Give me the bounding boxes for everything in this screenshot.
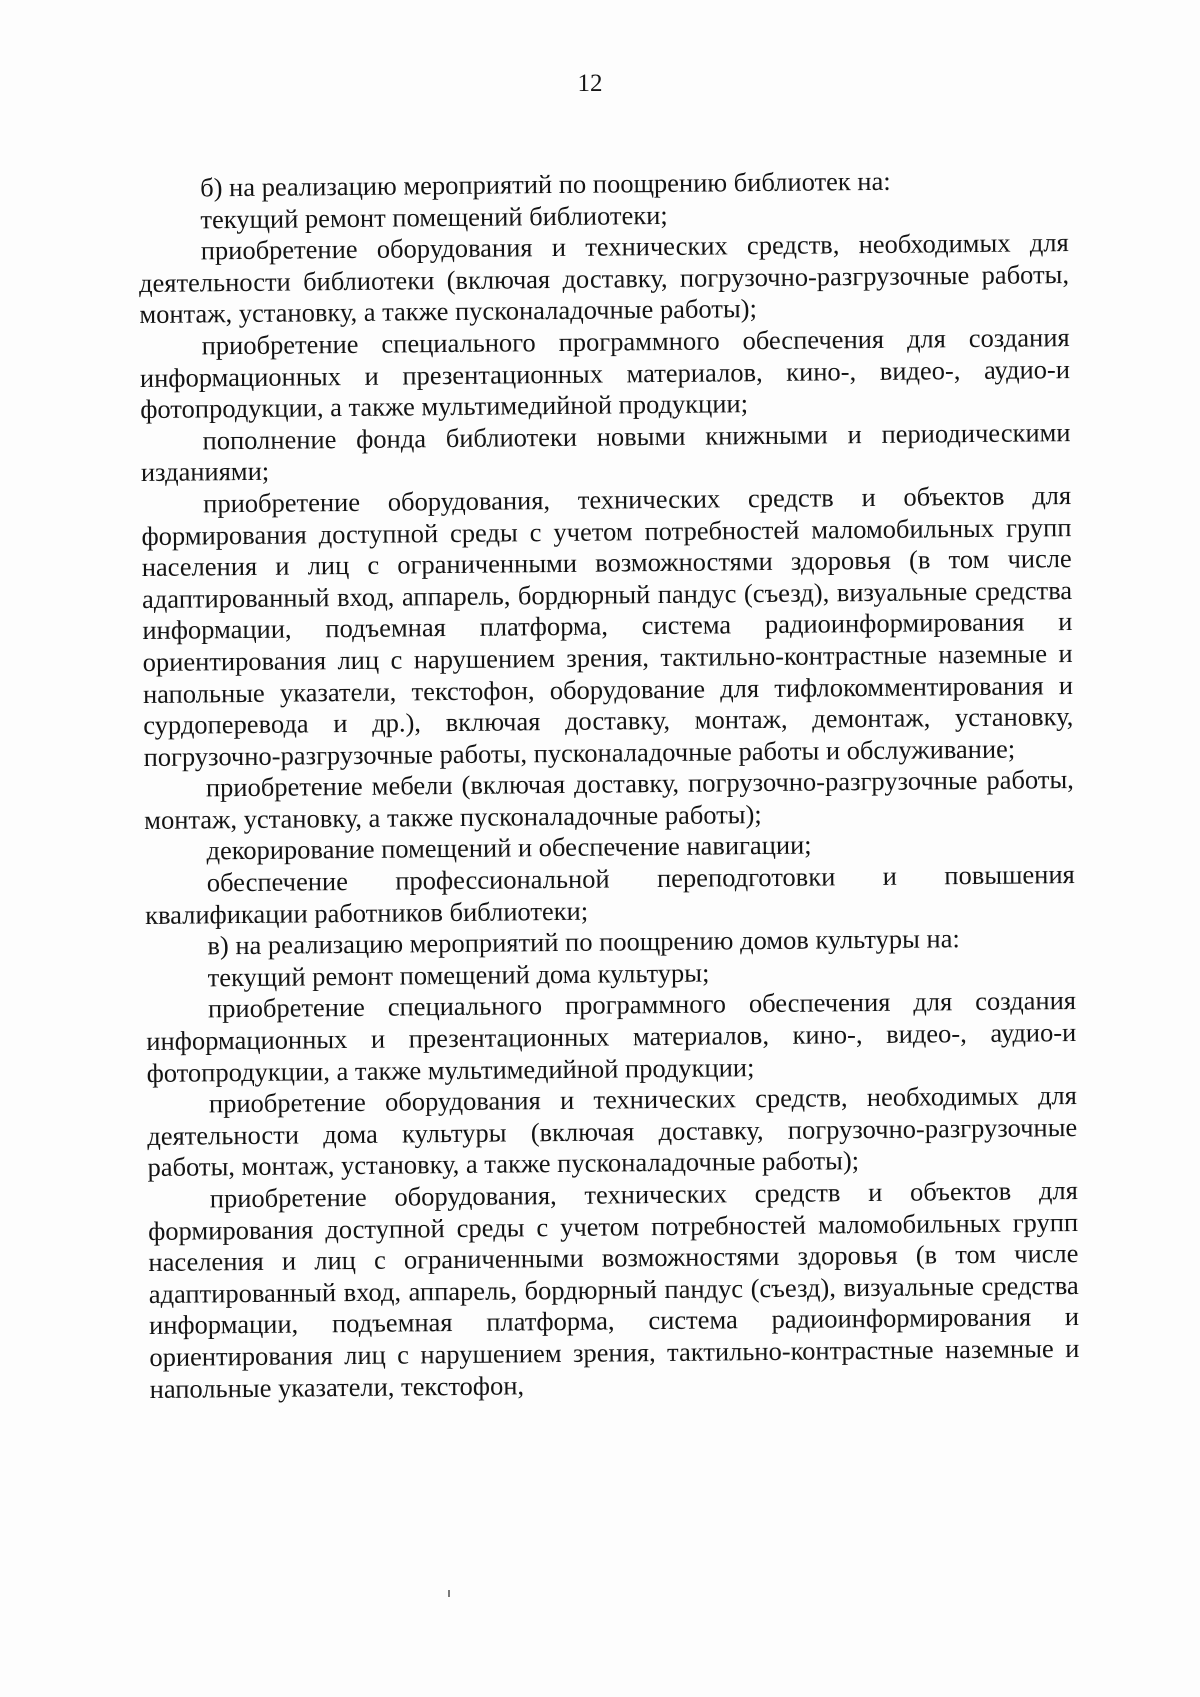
paragraph-library-equipment: приобретение оборудования и технических средств, необходимых для деятельности библиотеки (включая доставку, погрузочно-разгрузочные работы, монтаж, установку, а также пусконаладочные работы); — [138, 227, 1070, 330]
scan-speck — [448, 1590, 450, 1597]
document-body — [138, 164, 1080, 1405]
paragraph-library-accessible-environment: приобретение оборудования, технических средств и объектов для формирования доступной среды с учетом потребностей маломобильных групп населения и лиц с ограниченными возможностями здоровья (в том числе адаптированный вход, аппарель, бордюрный пандус (съезд), визуальные средства информации, подъемная платформа, система радиоинформирования и ориентирования лиц с нарушением зрения, тактильно-контрастные наземные и напольные указатели, текстофон, оборудование для тифлокомментирования и сурдоперевода и др.), включая доставку, монтаж, демонтаж, установку, погрузочно-разгрузочные работы, пусконаладочные работы и обслуживание; — [141, 479, 1074, 772]
paragraph-culture-accessible-environment: приобретение оборудования, технических средств и объектов для формирования доступной среды с учетом потребностей маломобильных групп населения и лиц с ограниченными возможностями здоровья (в том числе адаптированный вход, аппарель, бордюрный пандус (съезд), визуальные средства информации, подъемная платформа, система радиоинформирования и ориентирования лиц с нарушением зрения, тактильно-контрастные наземные и напольные указатели, текстофон, — [148, 1175, 1080, 1404]
paragraph-culture-software: приобретение специального программного обеспечения для создания информационных и презентационных материалов, кино-, видео-, аудио-и фотопродукции, а также мультимедийной продукции; — [146, 985, 1077, 1088]
paragraph-library-software: приобретение специального программного обеспечения для создания информационных и презентационных материалов, кино-, видео-, аудио-и фотопродукции, а также мультимедийной продукции; — [139, 322, 1071, 425]
paragraph-culture-equipment: приобретение оборудования и технических средств, необходимых для деятельности дома культуры (включая доставку, погрузочно-разгрузочные работы, монтаж, установку, а также пусконаладочные работы); — [147, 1080, 1078, 1183]
paragraph-library-furniture: приобретение мебели (включая доставку, погрузочно-разгрузочные работы, монтаж, установку, а также пусконаладочные работы); — [144, 764, 1075, 835]
paragraph-v-intro: в) на реализацию мероприятий по поощрению домов культуры на: — [207, 923, 960, 961]
paragraph-library-fund: пополнение фонда библиотеки новыми книжными и периодическими изданиями; — [140, 416, 1071, 488]
paragraph-library-training: обеспечение профессиональной переподготовки и повышения квалификации работников библиотеки; — [144, 859, 1075, 930]
page-number: 12 — [577, 70, 603, 97]
paragraph-library-repair: текущий ремонт помещений библиотеки; — [200, 199, 668, 234]
paragraph-b-intro: б) на реализацию мероприятий по поощрению библиотек на: — [199, 165, 891, 203]
paragraph-culture-repair: текущий ремонт помещений дома культуры; — [207, 957, 710, 993]
paragraph-library-decoration: декорирование помещений и обеспечение навигации; — [206, 830, 812, 866]
